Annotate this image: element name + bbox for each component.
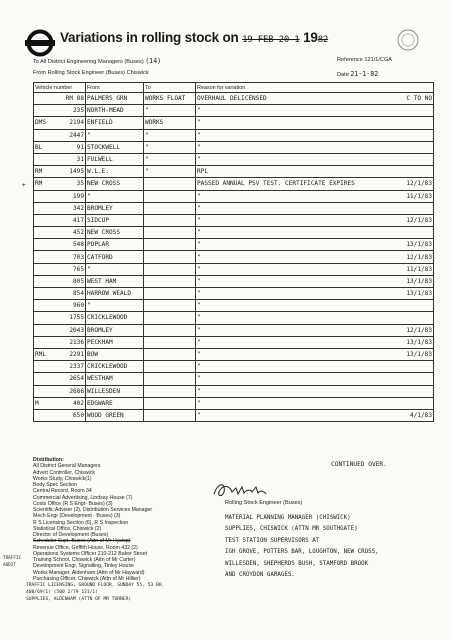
table-row (34, 409, 434, 421)
reason-text: " (197, 363, 201, 371)
vehicle-number-cell (34, 214, 86, 226)
expiry-date: C TO NO (406, 95, 432, 103)
to-cell (144, 214, 196, 226)
distribution-line: Commercial Advertising, Lindsay House (7) (33, 494, 133, 501)
reason-cell (196, 409, 434, 421)
distribution-hw-line: 408/69(1) (500 2/79 121/1) (26, 590, 98, 595)
vehicle-number: 31 (76, 156, 84, 164)
variations-table (33, 82, 434, 422)
vehicle-number-cell (34, 275, 86, 287)
vehicle-number: 1495 (69, 168, 84, 176)
vehicle-number-cell (34, 251, 86, 263)
from-cell: FULWELL (86, 153, 144, 165)
from-cell: STOCKWELL (86, 141, 144, 153)
expiry-date: 12/1/83 (406, 180, 432, 188)
to-cell: WORKS FLOAT (144, 93, 196, 105)
vehicle-number-cell (34, 141, 86, 153)
distribution-line: Scientific Adviser (2), Distribution Services Manager (33, 507, 153, 513)
reason-cell (196, 373, 434, 385)
reason-text: " (197, 229, 201, 237)
distribution-line: R S Licensing Section (6), R S Inspection (33, 519, 129, 526)
reason-cell (196, 227, 434, 239)
table-row (34, 263, 434, 275)
note-line: AND CROYDON GARAGES. (225, 572, 295, 579)
page-title: Variations in rolling stock on 19 FEB 20-1 1982 (60, 30, 329, 45)
from-cell: WEST HAM (86, 275, 144, 287)
table-row (34, 105, 434, 117)
reason-cell (196, 336, 434, 348)
reason-text: " (197, 119, 201, 127)
to-cell (144, 202, 196, 214)
expiry-date: 13/1/83 (406, 241, 432, 249)
vehicle-class-prefix: M (35, 399, 39, 407)
table-row (34, 288, 434, 300)
vehicle-number: 650 (72, 411, 84, 419)
vehicle-number-cell (34, 397, 86, 409)
vehicle-number: 703 (72, 253, 84, 261)
reason-cell (196, 214, 434, 226)
reason-cell (196, 153, 434, 165)
reason-cell (196, 93, 434, 105)
from-cell: HARROW WEALD (86, 288, 144, 300)
col-header-from: From (86, 83, 144, 93)
table-row (34, 336, 434, 348)
vehicle-number: 452 (72, 229, 84, 237)
vehicle-number: 2291 (69, 351, 84, 359)
distribution-line: Training School, Chiswick (Attn of Mr Carter) (33, 557, 136, 563)
vehicle-number-cell (34, 385, 86, 397)
additional-distribution-notes (225, 513, 440, 581)
reason-cell (196, 141, 434, 153)
to-cell: WORKS (144, 117, 196, 129)
vehicle-number: 2654 (69, 375, 84, 383)
vehicle-number-cell (34, 202, 86, 214)
vehicle-number: 402 (72, 399, 84, 407)
note-line: MATERIAL PLANNING MANAGER (CHISWICK) (225, 515, 351, 521)
vehicle-number-cell (34, 153, 86, 165)
reason-text: " (197, 411, 201, 419)
table-row (34, 251, 434, 263)
reason-text: " (197, 399, 201, 407)
to-cell (144, 227, 196, 239)
vehicle-number: RM 88 (65, 95, 84, 103)
london-transport-roundel-logo (25, 28, 55, 58)
vehicle-number-cell (34, 409, 86, 421)
from-cell: NEW CROSS (86, 227, 144, 239)
reason-cell (196, 348, 434, 360)
date-line: Date 21-1-82 (337, 70, 379, 78)
reason-cell (196, 385, 434, 397)
vehicle-number: 417 (72, 216, 84, 224)
expiry-date: 12/1/83 (406, 253, 432, 261)
vehicle-number-cell (34, 361, 86, 373)
expiry-date: 4/1/83 (409, 411, 432, 419)
to-cell (144, 336, 196, 348)
reason-cell (196, 275, 434, 287)
vehicle-number-cell (34, 288, 86, 300)
table-row (34, 348, 434, 360)
reason-text: " (197, 314, 201, 322)
reason-cell (196, 312, 434, 324)
reference-label: Reference 121/1/CGA (337, 57, 393, 63)
vehicle-number: 342 (72, 204, 84, 212)
vehicle-number-cell (34, 324, 86, 336)
vehicle-number: 2337 (69, 363, 84, 371)
to-cell (144, 373, 196, 385)
reason-cell (196, 239, 434, 251)
vehicle-number-cell (34, 227, 86, 239)
to-cell: " (144, 166, 196, 178)
col-header-reason: Reason for variation (196, 83, 434, 93)
to-line: To All District Engineering Managers (Buses) (14) (33, 57, 162, 65)
vehicle-number: 960 (72, 302, 84, 310)
table-row (34, 166, 434, 178)
distribution-line: Mech Engr (Development - Buses) (3) (33, 513, 121, 520)
vehicle-class-prefix: RML (35, 351, 47, 359)
from-cell: POPLAR (86, 239, 144, 251)
from-cell: PALMERS GRN (86, 93, 144, 105)
vehicle-class-prefix: DMS (35, 119, 47, 127)
vehicle-class-prefix: BL (35, 143, 43, 151)
reason-text: " (197, 375, 201, 383)
vehicle-number-cell (34, 373, 86, 385)
reason-cell (196, 324, 434, 336)
table-row (34, 361, 434, 373)
vehicle-number-cell (34, 166, 86, 178)
vehicle-number-cell (34, 239, 86, 251)
reason-text: " (197, 290, 201, 298)
distribution-line: Statistical Office, Chiswick (2) (33, 525, 102, 532)
to-cell: " (144, 141, 196, 153)
from-cell: CRICKLEWOOD (86, 361, 144, 373)
table-row (34, 324, 434, 336)
table-row (34, 227, 434, 239)
vehicle-number-cell (34, 105, 86, 117)
table-row (34, 373, 434, 385)
reason-cell (196, 263, 434, 275)
distribution-hw-line: TRAFFIC LICENSING, GROUND FLOOR, SUNDAY 55, 53 BH. (26, 583, 165, 588)
to-cell (144, 178, 196, 190)
table-row (34, 214, 434, 226)
table-row (34, 300, 434, 312)
vehicle-number: 199 (72, 192, 84, 200)
table-row (34, 178, 434, 190)
reason-cell (196, 251, 434, 263)
table-row (34, 117, 434, 129)
distribution-line: Works Manager, Aldenham (Attn of Mr Hayward) (33, 569, 145, 576)
reason-cell (196, 202, 434, 214)
expiry-date: 13/1/83 (406, 290, 432, 298)
reason-cell (196, 117, 434, 129)
distribution-line: Costs Office (R S Engr- Buses) (3) (33, 500, 113, 507)
distribution-line: Purchasing Officer, Chiswick (Attn of Mr Hillier) (33, 575, 141, 582)
to-cell (144, 312, 196, 324)
table-row (34, 190, 434, 202)
reason-text: " (197, 241, 201, 249)
to-cell (144, 263, 196, 275)
from-cell: " (86, 300, 144, 312)
side-note: TRAFFIC (3, 556, 22, 561)
reason-cell (196, 105, 434, 117)
table-row (34, 239, 434, 251)
left-margin-mark: + (22, 182, 26, 189)
from-cell: " (86, 129, 144, 141)
distribution-line: All District General Managers (33, 463, 101, 470)
punch-hole-stamp-icon (396, 28, 420, 52)
reason-text: PASSED ANNUAL PSV TEST. CERTIFICATE EXPIRES (197, 180, 355, 188)
reason-text: " (197, 338, 201, 346)
from-line: From Rolling Stock Engineer (Buses) Chiswick (33, 70, 149, 76)
expiry-date: 13/1/83 (406, 351, 432, 359)
distribution-line: Operations Systems Officer 210-212 Baker Street (33, 550, 148, 557)
to-cell (144, 288, 196, 300)
to-cell (144, 348, 196, 360)
reason-text: " (197, 192, 201, 200)
reason-text: OVERHAUL DELICENSED (197, 95, 267, 103)
distribution-line: Works Study, Chiswick(1) (33, 475, 92, 482)
to-cell (144, 239, 196, 251)
vehicle-number-cell (34, 312, 86, 324)
reason-cell (196, 178, 434, 190)
vehicle-number-cell (34, 178, 86, 190)
vehicle-number: 2043 (69, 326, 84, 334)
vehicle-number: 1755 (69, 314, 84, 322)
reason-text: " (197, 265, 201, 273)
reason-cell (196, 361, 434, 373)
vehicle-number-cell (34, 190, 86, 202)
col-header-to: To (144, 83, 196, 93)
reason-cell (196, 129, 434, 141)
distribution-line: Development Engr, Signalling, Tinley House (33, 563, 134, 570)
table-row (34, 202, 434, 214)
to-cell (144, 409, 196, 421)
table-row (34, 385, 434, 397)
vehicle-number-cell (34, 336, 86, 348)
reason-cell (196, 166, 434, 178)
note-line: WILLESDEN, SHEPHERDS BUSH, STAMFORD BROOK (225, 560, 369, 567)
title-date-handwritten: 19 FEB 20-1 (242, 35, 300, 45)
vehicle-number: 91 (76, 143, 84, 151)
to-cell (144, 385, 196, 397)
table-header-row (34, 83, 434, 93)
from-cell: BROMLEY (86, 324, 144, 336)
from-cell: BROMLEY (86, 202, 144, 214)
to-cell (144, 300, 196, 312)
vehicle-number: 2194 (69, 119, 84, 127)
vehicle-class-prefix: RM (35, 180, 43, 188)
reason-text: " (197, 277, 201, 285)
table-row (34, 153, 434, 165)
from-cell: NEW CROSS (86, 178, 144, 190)
reason-text: " (197, 351, 201, 359)
expiry-date: 11/1/83 (406, 192, 432, 200)
reason-text: " (197, 326, 201, 334)
vehicle-number-cell (34, 300, 86, 312)
from-cell: PECKHAM (86, 336, 144, 348)
vehicle-number: 548 (72, 241, 84, 249)
col-header-vehicle-number: Vehicle number (34, 83, 86, 93)
to-cell: " (144, 153, 196, 165)
from-cell: " (86, 263, 144, 275)
note-line: IGH GROVE, POTTERS BAR, LOUGHTON, NEW CROSS, (225, 549, 379, 556)
from-cell: SIDCUP (86, 214, 144, 226)
distribution-line: Scheduler Supt. Buses (Attn of Mr Hyslop) (33, 538, 131, 545)
reason-text: " (197, 143, 201, 151)
to-cell (144, 275, 196, 287)
distribution-line: Advert Controller, Chiswick (33, 469, 95, 476)
reason-text: " (197, 253, 201, 261)
table-row (34, 93, 434, 105)
distribution-line: Revenue Office, Griffith House, Room 432 (2) (33, 544, 138, 551)
reason-text: " (197, 216, 201, 224)
table-row (34, 275, 434, 287)
table-row (34, 141, 434, 153)
vehicle-number: 2447 (69, 131, 84, 139)
vehicle-number: 854 (72, 290, 84, 298)
distribution-list (33, 457, 199, 582)
note-line: TEST STATION SUPERVISORS AT (225, 537, 320, 544)
distribution-heading: Distribution: (33, 457, 64, 463)
from-cell: WILLESDEN (86, 385, 144, 397)
vehicle-class-prefix: RM (35, 168, 43, 176)
reason-text: " (197, 156, 201, 164)
reason-text: " (197, 387, 201, 395)
vehicle-number: 35 (76, 180, 84, 188)
signature-role: Rolling Stock Engineer (Buses) (225, 500, 303, 506)
to-cell: " (144, 105, 196, 117)
expiry-date: 13/1/83 (406, 338, 432, 346)
reason-text: RPL (197, 168, 209, 176)
vehicle-number: 765 (72, 265, 84, 273)
from-cell: BOW (86, 348, 144, 360)
table-row (34, 312, 434, 324)
expiry-date: 13/1/83 (406, 277, 432, 285)
reason-text: " (197, 204, 201, 212)
reason-cell (196, 190, 434, 202)
to-cell (144, 251, 196, 263)
vehicle-number-cell (34, 348, 86, 360)
to-cell (144, 190, 196, 202)
reason-text: " (197, 131, 201, 139)
from-cell: CRICKLEWOOD (86, 312, 144, 324)
distribution-line: Central Record, Room 34 (33, 488, 92, 495)
to-cell (144, 324, 196, 336)
vehicle-number-cell (34, 93, 86, 105)
expiry-date: 12/1/83 (406, 216, 432, 224)
table-row (34, 397, 434, 409)
vehicle-number-cell (34, 129, 86, 141)
reason-text: " (197, 107, 201, 115)
vehicle-number: 805 (72, 277, 84, 285)
reason-cell (196, 300, 434, 312)
from-cell: WESTHAM (86, 373, 144, 385)
vehicle-number: 2136 (69, 338, 84, 346)
from-cell: " (86, 190, 144, 202)
vehicle-number-cell (34, 117, 86, 129)
reason-cell (196, 288, 434, 300)
to-cell: " (144, 129, 196, 141)
vehicle-number: 235 (72, 107, 84, 115)
from-cell: EDGWARE (86, 397, 144, 409)
from-cell: CATFORD (86, 251, 144, 263)
distribution-line: Body Spec Section (33, 482, 77, 488)
reason-cell (196, 397, 434, 409)
to-cell (144, 361, 196, 373)
to-cell (144, 397, 196, 409)
continued-note: CONTINUED OVER. (331, 461, 387, 468)
signature (210, 478, 270, 500)
from-cell: ENFIELD (86, 117, 144, 129)
table-row (34, 129, 434, 141)
note-line: SUPPLIES, CHISWICK (ATTN MR SOUTHGATE) (225, 526, 358, 533)
reason-text: " (197, 302, 201, 310)
expiry-date: 11/1/83 (406, 265, 432, 273)
vehicle-number-cell (34, 263, 86, 275)
distribution-hw-line: SUPPLIES, ALDENHAM (ATTN OF MR TURNER) (26, 597, 132, 602)
side-note: AUDIT (3, 563, 16, 568)
expiry-date: 12/1/83 (406, 326, 432, 334)
from-cell: W.L.E. (86, 166, 144, 178)
distribution-line: Director of Development (Buses) (33, 532, 109, 538)
from-cell: WOOD GREEN (86, 409, 144, 421)
vehicle-number: 2686 (69, 387, 84, 395)
from-cell: NORTH-MEAD (86, 105, 144, 117)
